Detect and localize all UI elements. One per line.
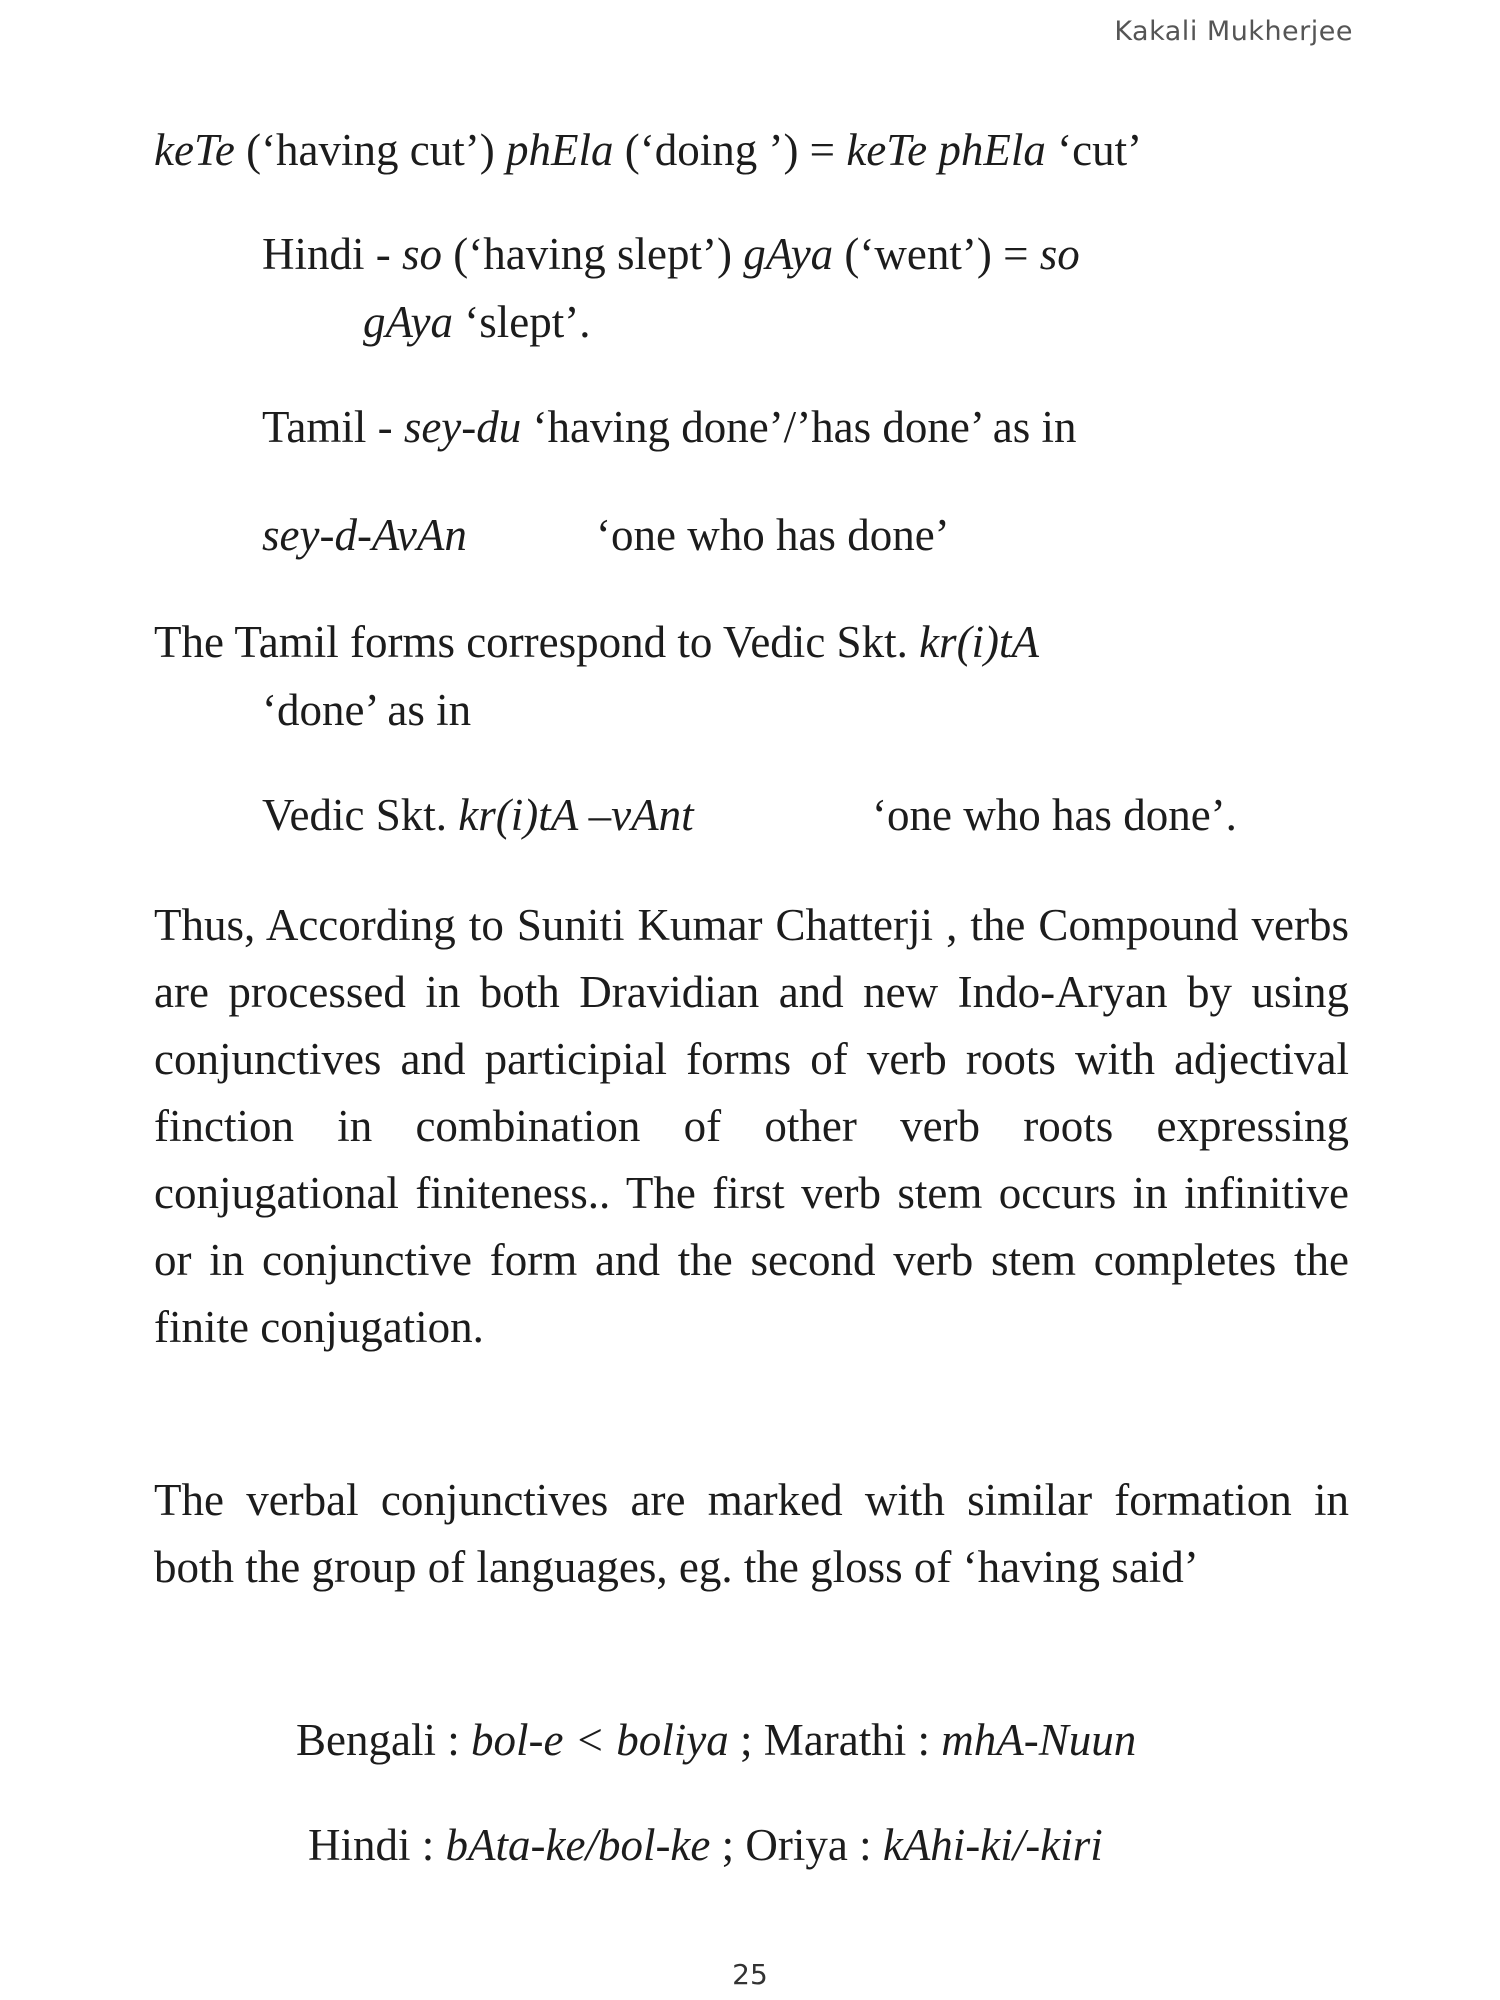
example-word: so bbox=[402, 229, 443, 279]
example-gloss: (‘went’) = bbox=[833, 229, 1040, 279]
example-said-bengali-marathi bbox=[296, 1715, 1137, 1765]
example-label: Hindi : bbox=[308, 1820, 446, 1870]
example-tamil-form-gloss bbox=[596, 510, 950, 560]
example-said-hindi-oriya bbox=[308, 1820, 1103, 1870]
example-gloss: (‘doing ’) = bbox=[613, 125, 847, 175]
running-head-author: Kakali Mukherjee bbox=[1114, 16, 1353, 47]
example-word: so bbox=[1039, 229, 1080, 279]
example-gloss: ‘one who has done’. bbox=[872, 790, 1237, 840]
example-gloss: ‘slept’. bbox=[452, 297, 591, 347]
example-word: gAya bbox=[363, 297, 453, 347]
example-word: bol-e < boliya bbox=[470, 1715, 729, 1765]
example-word: gAya bbox=[743, 229, 834, 279]
example-word: mhA-Nuun bbox=[941, 1715, 1137, 1765]
example-vedic-gloss bbox=[872, 790, 1237, 840]
body-paragraph-2: The verbal conjunctives are marked with similar formation in both the group of languages, eg. the gloss of ‘having said’ bbox=[154, 1475, 1349, 1592]
body-text: ‘done’ as in bbox=[262, 685, 472, 735]
example-label: Bengali : bbox=[296, 1715, 471, 1765]
body-paragraph-1: Thus, According to Suniti Kumar Chatterji , the Compound verbs are processed in both Dravidian and new Indo-Aryan by using conjunctives and participial forms of verb roots with adjectival finction in combination of other verb roots expressing conjugational finiteness.. The first verb stem occurs in infinitive or in conjunctive form and the second verb stem completes the finite conjugation. bbox=[154, 900, 1349, 1352]
example-word: phEla bbox=[505, 125, 614, 175]
example-tamil bbox=[262, 402, 1077, 452]
example-word: kr(i)tA bbox=[919, 617, 1040, 667]
example-label: Hindi - bbox=[262, 229, 402, 279]
example-label: ; Oriya : bbox=[710, 1820, 883, 1870]
page-number: 25 bbox=[732, 1958, 768, 1991]
example-gloss: (‘having slept’) bbox=[442, 229, 744, 279]
example-label: Tamil - bbox=[262, 402, 404, 452]
example-word: kr(i)tA –vAnt bbox=[458, 790, 694, 840]
example-hindi-slept-cont bbox=[363, 297, 591, 347]
example-word: sey-d-AvAn bbox=[262, 510, 467, 560]
example-gloss: ‘cut’ bbox=[1045, 125, 1143, 175]
vedic-correspondence bbox=[154, 617, 1040, 667]
example-word: sey-du bbox=[403, 402, 522, 452]
example-word: kAhi-ki/-kiri bbox=[882, 1820, 1103, 1870]
example-gloss: ‘having done’/’has done’ as in bbox=[521, 402, 1077, 452]
example-bengali-cut bbox=[154, 125, 1143, 175]
example-word: keTe bbox=[154, 125, 235, 175]
vedic-correspondence-cont bbox=[262, 685, 472, 735]
example-gloss: ‘one who has done’ bbox=[596, 510, 950, 560]
example-tamil-form bbox=[262, 510, 467, 560]
example-word: bAta-ke/bol-ke bbox=[445, 1820, 711, 1870]
example-label: ; Marathi : bbox=[728, 1715, 942, 1765]
example-gloss: (‘having cut’) bbox=[234, 125, 506, 175]
example-hindi-slept bbox=[262, 229, 1080, 279]
body-text: The Tamil forms correspond to Vedic Skt. bbox=[154, 617, 920, 667]
example-word: keTe phEla bbox=[846, 125, 1046, 175]
example-label: Vedic Skt. bbox=[262, 790, 459, 840]
example-vedic bbox=[262, 790, 694, 840]
